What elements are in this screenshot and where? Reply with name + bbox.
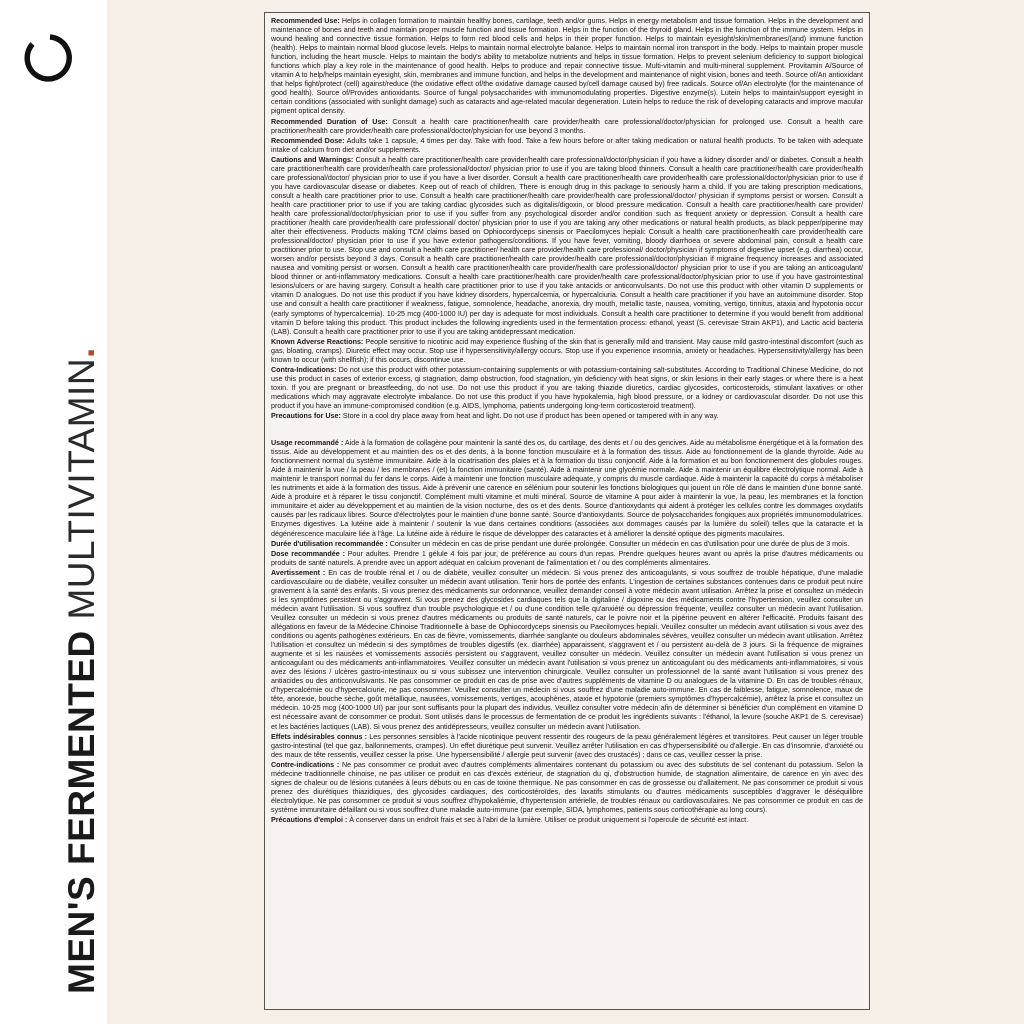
en-cautions-warnings — [271, 156, 863, 337]
section-heading: Précautions d'emploi : — [271, 815, 348, 824]
section-text: Pour adultes. Prendre 1 gélule 4 fois par jour, de préférence au cours d'un repas. Prendre quelques heures avant ou après la prise d'autres médicaments ou produits de santé naturels. A prendre avec un apport adéquat en calcium provenant de l'alimentation et / ou des compléments alimentaires. — [271, 549, 863, 567]
section-text: Les personnes sensibles à l'acide nicotinique peuvent ressentir des rougeurs de la peau généralement légères et transitoires. Peut causer un léger trouble gastro-intestinal (tel que gaz, ballonnements, crampes). Un effet diurétique peut survenir. Veuillez arrêter l'utilisation en cas d'hypersensibilité ou d'allergie. En cas d'insomnie, d'anxiété ou des maux de tête ressentis, veuillez cesser la prise. Une hypersensibilité / allergie peut survenir (avec des crustacés) ; dans ce cas, veuillez cesser la prise. — [271, 732, 863, 759]
fr-effets-indesirables — [271, 733, 863, 760]
fr-avertissement — [271, 569, 863, 732]
section-heading: Contra-Indications: — [271, 365, 337, 374]
fr-contre-indications — [271, 761, 863, 815]
product-name-vertical — [62, 347, 102, 994]
label-text-panel — [264, 12, 870, 1010]
product-name-part2: MULTIVITAMIN — [61, 357, 102, 620]
section-heading: Durée d'utilisation recommandée : — [271, 539, 388, 548]
section-text: Aide à la formation de collagène pour maintenir la santé des os, du cartilage, des dents et / ou des gencives. Aide au métabolisme énergétique et à la formation des tissus. Aide au développement et au maintien des os et des dents, à la bonne fonction musculaire et à la formation des tissus. Aide au fonctionnement de la glande thyroïde. Aide au fonctionnement normal du système immunitaire. Aide à la cicatrisation des plaies et à la formation du tissu conjonctif. Aide à la formation et au bon fonctionnement des globules rouges. Aide à maintenir la vue / la peau / les membranes / (et) la fonction immunitaire (santé). Aide à maintenir une glycémie normale. Aide à maintenir un équilibre électrolytique normal. Aide à maintenir le transport normal du fer dans le corps. Aide à maintenir une fonction musculaire adéquate, y compris du muscle cardiaque. Aide à maintenir la capacité du corps à métaboliser les nutriments et aide à la formation des tissus. Aide à prévenir une carence en sélénium pour soutenir les fonctions biologiques qui jouent un rôle clé dans le maintien d'une bonne santé. Aide à produire et à réparer le tissu conjonctif. Complément multi vitamine et multi minéral. Source de vitamine A pour aider à maintenir la vue, la peau, les membranes et la fonction immunitaire et aider au développement et au maintien de la vision nocturne, des os et des dents. Source d'antioxydants qui aident à protéger les cellules contre les dommages oxydatifs causés par les radicaux libres. Source d'électrolytes pour le maintien d'une bonne santé. Source d'antioxydants. Source de polysaccharides fongiques aux propriétés immunomodulatrices. Enzymes digestives. La lutéine aide à maintenir / soutenir la vue dans certaines conditions (associées aux dommages causés par la lumière du soleil) telles que la cataracte et la dégénérescence maculaire liée à l'âge. La lutéine aide à réduire le risque de développer des cataractes et à améliorer la densité optique des pigments maculaires. — [271, 439, 863, 538]
brand-logo-ring-icon — [22, 33, 72, 83]
en-recommended-use — [271, 17, 863, 117]
french-section — [271, 439, 863, 825]
section-text: Ne pas consommer ce produit avec d'autres compléments alimentaires contenant du potassium ou avec des substituts de sel contenant du potassium. Selon la médecine traditionnelle chinoise, ne pas utiliser ce produit en cas d'excès extérieur, de stagnation du qi, d'obstruction humide, de stagnation alimentaire, de carence en yin avec des signes de chaleur ou de lésions cutanées à leurs débuts ou en cas de toxine thermique. Ne pas consommer en cas de grossesse ou d'allaitement. Ne pas consommer ce produit si vous prenez des diurétiques thiazidiques, des glycosides cardiaques, des corticostéroïdes, des laxatifs stimulants ou d'autres médicaments susceptibles d'aggraver le déséquilibre électrolytique. Ne pas consommer ce produit si vous souffrez d'hypokaliémie, d'hypertension artérielle, de troubles rénaux ou cardiovasculaires. Ne pas consommer ce produit en cas de système immunitaire défaillant ou si vous souffrez d'une maladie auto-immune (par exemple, SIDA, lymphomes, patients sous corticothérapie au long cours). — [271, 760, 863, 814]
en-recommended-dose — [271, 137, 863, 155]
section-heading: Dose recommandée : — [271, 549, 345, 558]
section-heading: Precautions for Use: — [271, 412, 341, 421]
section-text: Store in a cool dry place away from heat and light. Do not use if product has been opened or tampered with in any way. — [340, 412, 719, 421]
section-heading: Effets indésirables connus : — [271, 732, 368, 741]
section-text: Consulter un médecin en cas de prise pendant une durée prolongée. Consulter un médecin en cas d'utilisation pour une durée de plus de 3 mois. — [387, 539, 850, 548]
fr-usage-recommande — [271, 439, 863, 539]
section-heading: Recommended Use: — [271, 17, 340, 25]
section-text: Do not use this product with other potassium-containing supplements or with potassium-containing salt-substitutes. According to Traditional Chinese Medicine, do not use this product in cases of exterior excess, qi stagnation, damp obstruction, food stagnation, yin deficiency with heat signs, or skin lesions in their early stages or where there is a heat toxin. If you are pregnant or breastfeeding, do not use. Do not use this product if you are taking thiazide diuretics, cardiac glycosides, corticosteroids, stimulant laxatives or other medications which may aggravate electrolyte imbalance. Do not use this product if you have hypokalemia, high blood pressure, or a kidney or cardiovascular disorder. Do not use this product if you have an immune-compromised condition (e.g. AIDS, lymphoma, patients undergoing long-term corticosteroid treatment). — [271, 365, 863, 410]
en-adverse-reactions — [271, 338, 863, 365]
section-heading: Usage recommandé : — [271, 439, 344, 448]
en-contra-indications — [271, 366, 863, 411]
section-text: Consult a health care practitioner/health care provider/health care professional/doctor/physician if you have a kidney disorder and/ or diabetes. Consult a health care practitioner/health care provider/health care professional/doctor/ physician prior to use if you are taking blood thinners. Consult a health care practitioner/health care provider/health care professional/doctor/ physician prior to use if you have a liver disorder. Consult a health care practitioner/health care provider/health care professional/doctor/physician prior to use if you have cardiovascular disease or diabetes. Keep out of reach of children. There is enough drug in this package to seriously harm a child. If you are taking prescription medications, consult a health care practitioner prior to use. Consult a health care practitioner/health care provider/health care professional/doctor/ physician if symptoms persist or worsen. Consult a health care practitioner prior to use if you are taking cardiac glycosides such as digitalis/digoxin, or blood pressure medication. Consult a health care practitioner/health care provider/ health care professional/doctor/physician prior to use if you suffer from any psychological disorder and/or condition such as frequent anxiety or depression. Consult a health care practitioner /health care provider/health care professional/ doctor/ physician prior to use if you are taking any other medications or natural health products, as black pepper/piperine may alter their effectiveness. Products making TCM claims based on Ophiocordyceps sinensis or Paecilomyces hepiali: Consult a health care practitioner/health care provider/health care professional/doctor/ physician prior to use if you have exterior pathogens/conditions. If you have fever, vomiting, bloody diarrhoea or severe abdominal pain, consult a health care practitioner prior to use. Stop use and consult a health care practitioner/ health care provider/health care professional/ doctor/physician if symptoms of digestive upset (e.g. diarrhea) occur, worsen and/or persists beyond 3 days. Consult a health care practitioner/health care provider/health care professional/doctor/physician if migraine frequency increases and associated nausea and vomiting persist or worsen. Consult a health care practitioner/health care provider/health care professional/doctor/ physician prior to use if you are taking an anticoagulant/ blood thinner or anti-inflammatory medications. Consult a health care practitioner/health care provider/health care professional/doctor/physician prior to use if you have gastrointestinal lesions/ulcers or are having surgery. Consult a health care practitioner prior to use if you take antacids or anticonvulsants. Do not use this product with other vitamin D supplements or vitamin D analogues. Do not use this product if you have kidney disorders, hypercalcemia, or hypercalciuria. Consult a health care practitioner if you have an autoimmune disorder. Stop use and consult a health care practitioner if weakness, fatigue, somnolence, headache, anorexia, dry mouth, metallic taste, nausea, vomiting, vertigo, tinnitus, ataxia and hypotonia occur (early symptoms of hypercalcemia). 10-25 mcg (400-1000 IU) per day is adequate for most individuals. Consult a health care practitioner to determine if you would benefit from additional vitamin D before taking this product. This product includes the following ingredients used in the fermentation process: ethanol, yeast (S. cerevisae Strain AKP1), and Lactic acid bacteria (LAB). Consult a health care practitioner prior to use if you are taking antidepressant medication. — [271, 155, 863, 336]
section-text: En cas de trouble rénal et / ou de diabète, veuillez consulter un médecin. Si vous prenez des anticoagulants, si vous souffrez de trouble hépatique, d'une maladie cardiovasculaire ou de diabète, veuillez consulter un médecin avant utilisation. Tenir hors de portée des enfants. L'ingestion de certaines substances contenues dans ce produit peut nuire gravement à la santé des enfants. Si vous prenez des médicaments sur ordonnance, veuillez demander conseil à votre médecin avant utilisation. Arrêtez la prise et consultez un médecin si les symptômes persistent ou s'aggravent. Si vous prenez des glycosides cardiaques tels que la digitaline / digoxine ou des médicaments contre l'hypertension, veuillez consulter un médecin avant l'utilisation. Si vous souffrez d'un trouble psychologique et / ou d'une condition telle qu'anxiété ou dépression fréquente, veuillez consulter un médecin avant l'utilisation. Veuillez consulter un médecin si vous prenez d'autres médicaments ou produits de santé naturels, car le poivre noir et la pipérine peuvent en altérer l'efficacité. Produits faisant des allégations en faveur de la Médecine Chinoise Traditionnelle à base de Ophiocordyceps sinensis ou Paecilomyces hepiali. Veuillez consulter un médecin avant utilisation si vous avez des conditions ou agents pathogènes extérieurs. En cas de fièvre, vomissements, diarrhée sanglante ou douleurs abdominales sévères, veuillez consulter un médecin avant utilisation. Arrêtez l'utilisation et consultez un médecin si des symptômes de troubles digestifs (ex. diarrhée) apparaissent, s'aggravent et / ou persistent au-delà de 3 jours. Si la fréquence de migraines augmente et si les nausées et vomissements associés persistent ou s'aggravent, veuillez consulter un médecin. Veuillez consulter un médecin avant l'utilisation si vous prenez un anticoagulant ou des médicaments anti-inflammatoires. Veuillez consulter un médecin avant l'utilisation si vous prenez un anticoagulant ou des médicaments anti-inflammatoires, si vous avez des lésions / ulcères gastro-intestinaux ou si vous subissez une intervention chirurgicale. Veuillez consulter un professionnel de la santé avant l'utilisation si vous prenez des antiacides ou des anticonvulsivants. Ne pas consommer ce produit en cas de prise avec d'autres suppléments de vitamine D ou analogues de la vitamine D. En cas de troubles rénaux, d'hypercalcémie ou d'hypercalciurie, ne pas consommer. Veuillez consulter un médecin si vous souffrez d'une maladie auto-immune. En cas de faiblesse, fatigue, somnolence, maux de tête, anorexie, bouche sèche, goût métallique, nausées, vomissements, vertiges, acouphènes, ataxie et hypotonie (premiers symptômes d'hypercalcémie), arrêtez la prise et consultez un médecin. 10-25 mcg (400-1000 UI) par jour sont suffisants pour la plupart des individus. Veuillez consulter votre médecin afin de déterminer si bénéficier d'un complément en vitamine D est nécessaire avant de consommer ce produit. Sont utilisés dans le processus de fermentation de ce produit les ingrédients suivants : l'éthanol, la levure (souche AKP1 de S. cerevisae) et les bactéries lactiques (LAB). Si vous prenez des antidépresseurs, veuillez consulter un médecin avant l'utilisation. — [271, 568, 863, 731]
section-heading: Recommended Dose: — [271, 136, 345, 145]
section-text: À conserver dans un endroit frais et sec à l'abri de la lumière. Utiliser ce produit uniquement si l'opercule de sécurité est intact. — [347, 815, 749, 824]
section-spacer — [271, 422, 863, 439]
section-heading: Recommended Duration of Use: — [271, 117, 388, 126]
en-recommended-duration — [271, 118, 863, 136]
product-name-dot: . — [61, 347, 102, 358]
english-section — [271, 17, 863, 421]
product-name-part1: MEN'S FERMENTED — [61, 619, 102, 994]
left-brand-strip — [0, 0, 107, 1024]
section-text: Consult a health care practitioner/health care provider/health care professional/doctor/physician for prolonged use. Consult a health care practitioner/health care provider/health care professional/doctor/physician for use beyond 3 months. — [271, 117, 863, 135]
section-heading: Avertissement : — [271, 568, 326, 577]
section-heading: Cautions and Warnings: — [271, 155, 354, 164]
fr-dose-recommandee — [271, 550, 863, 568]
section-text: Helps in collagen formation to maintain healthy bones, cartilage, teeth and/or gums. Helps in energy metabolism and tissue formation. Helps in the development and maintenance of bones and teeth and maintain proper muscle function and tissue formation. Helps in the function of the thyroid gland. Helps in the function of the immune system. Helps in wound healing and connective tissue formation. Helps to form red blood cells and helps in their proper function. Helps to maintain eyesight/skin/membranes/(and) immune function (health). Helps to maintain normal blood glucose levels. Helps to maintain normal electrolyte balance. Helps to maintain normal iron transport in the body. Helps to maintain proper muscle function, including the heart muscle. Helps to maintain the body's ability to metabolize nutrients and helps in tissue formation. Helps to prevent selenium deficiency to support biological functions which play a key role in the maintenance of good health. Helps to produce and repair connective tissue. Multi-vitamin and multi-mineral supplement. Provitamin A/Source of vitamin A to help/helps maintain eyesight, skin, membranes and immune function, and helps in the development and maintenance of night vision, bones and teeth. Source of/An antioxidant that helps fight/protect (cell) against/reduce (the oxidative effect of/the oxidative damage caused by/cell damage caused by) free radicals. Source of/An electrolyte (for the maintenance of good health). Source of/Provides antioxidants. Source of fungal polysaccharides with immunomodulating properties. Digestive enzyme(s). Lutein helps to maintain/support eyesight in certain conditions (associated with sunlight damage) such as cataracts and age-related macular degeneration. Lutein helps to reduce the risk of developing cataracts and improve macular pigment optical density. — [271, 17, 864, 116]
section-heading: Contre-indications : — [271, 760, 340, 769]
fr-precautions-emploi — [271, 816, 863, 825]
section-text: People sensitive to nicotinic acid may experience flushing of the skin that is generally mild and transient. May cause mild gastro-intestinal discomfort (such as gas, bloating, cramps). Diuretic effect may occur. Stop use if hypersensitivity/allergy occurs. Stop use if you experience insomnia, anxiety or headaches. Hypersensitivity/allergy has been known to occur (with shellfish); if this occurs, discontinue use. — [271, 337, 864, 364]
fr-duree-utilisation — [271, 540, 863, 549]
en-precautions — [271, 412, 863, 421]
section-heading: Known Adverse Reactions: — [271, 337, 364, 346]
section-text: Adults take 1 capsule, 4 times per day. Take with food. Take a few hours before or after taking medication or natural health products. To be taken with adequate intake of calcium from diet and/or supplements. — [271, 136, 863, 154]
